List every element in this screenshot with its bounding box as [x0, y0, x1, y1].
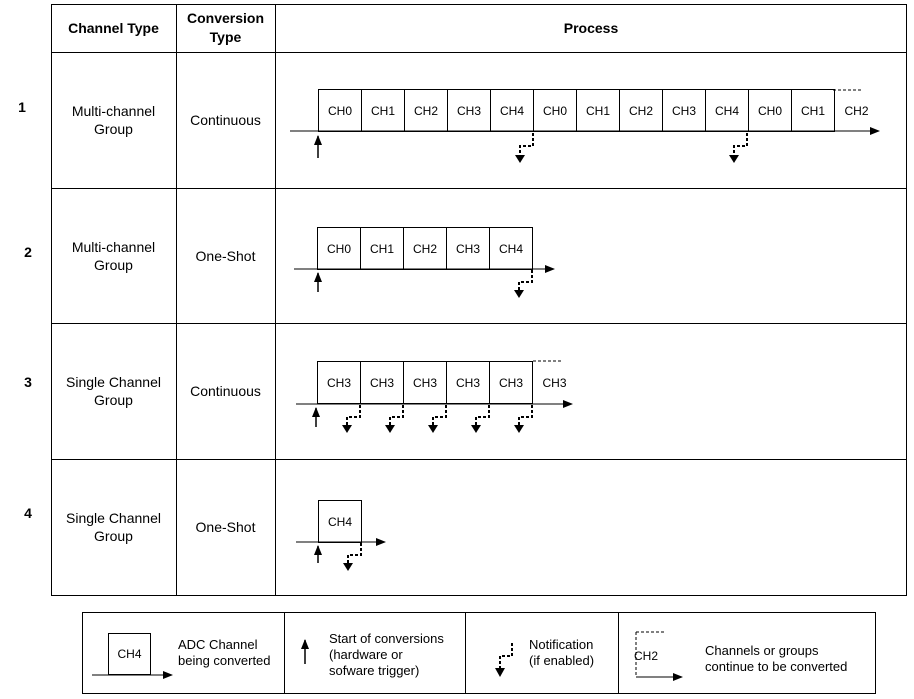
row-number-1: 1 — [18, 99, 26, 115]
legend-notification-icon — [500, 643, 512, 670]
channel-box: CH0 — [748, 89, 792, 132]
legend-continue-line1: Channels or groups — [705, 643, 819, 658]
channel-box: CH3 — [447, 89, 491, 132]
row3-channel-line1: Single Channel — [66, 374, 161, 390]
row3-conversion-type: Continuous — [190, 383, 261, 399]
channel-box: CH3 — [662, 89, 706, 132]
row-number-3: 3 — [24, 374, 32, 390]
channel-box: CH3 — [317, 361, 361, 404]
row4-conversion-type: One-Shot — [195, 519, 256, 535]
channel-box: CH0 — [317, 227, 361, 270]
row-number-4: 4 — [24, 505, 32, 521]
channel-box: CH1 — [576, 89, 620, 132]
row2-channel-line1: Multi-channel — [71, 239, 156, 255]
legend-start-line3: sofware trigger) — [329, 663, 420, 678]
legend-continue-dashed — [636, 632, 666, 676]
legend-notify-line2: (if enabled) — [529, 653, 595, 668]
row1-channel-line1: Multi-channel — [71, 103, 156, 119]
channel-box: CH1 — [361, 89, 405, 132]
row1-conversion-type: Continuous — [190, 112, 261, 128]
header-channel-type: Channel Type — [68, 20, 159, 36]
channel-box: CH4 — [318, 500, 362, 543]
row4-channel-line2: Group — [94, 528, 133, 544]
row2-channel-line2: Group — [94, 257, 133, 273]
legend-adc-line1: ADC Channel — [178, 637, 258, 652]
channel-box: CH3 — [403, 361, 447, 404]
channel-box: CH2 — [619, 89, 663, 132]
legend-adc-line2: being converted — [178, 653, 271, 668]
channel-box: CH0 — [318, 89, 362, 132]
row-number-2: 2 — [24, 244, 32, 260]
channel-box: CH2 — [403, 227, 447, 270]
channel-box: CH1 — [360, 227, 404, 270]
legend-adc-box: CH4 — [108, 633, 151, 675]
channel-box: CH2 — [834, 89, 878, 132]
channel-box: CH4 — [705, 89, 749, 132]
row1-channel-line2: Group — [94, 121, 133, 137]
header-conversion-type-line1: Conversion — [186, 10, 264, 26]
header-conversion-type-line2: Type — [209, 29, 242, 45]
header-process: Process — [563, 20, 619, 36]
row4-channel-line1: Single Channel — [66, 510, 161, 526]
channel-box: CH1 — [791, 89, 835, 132]
channel-box: CH3 — [489, 361, 533, 404]
channel-box: CH3 — [532, 361, 576, 404]
legend-continue-line2: continue to be converted — [705, 659, 848, 674]
row3-channel-line2: Group — [94, 392, 133, 408]
channel-box: CH0 — [533, 89, 577, 132]
channel-box: CH4 — [490, 89, 534, 132]
channel-box: CH4 — [489, 227, 533, 270]
channel-box: CH3 — [446, 227, 490, 270]
legend-start-line1: Start of conversions — [329, 631, 444, 646]
channel-box: CH2 — [404, 89, 448, 132]
legend-continue-box: CH2 — [634, 649, 659, 663]
legend-start-line2: (hardware or — [329, 647, 403, 662]
channel-box: CH3 — [446, 361, 490, 404]
legend-notify-line1: Notification — [529, 637, 594, 652]
channel-box: CH3 — [360, 361, 404, 404]
row2-conversion-type: One-Shot — [195, 248, 256, 264]
